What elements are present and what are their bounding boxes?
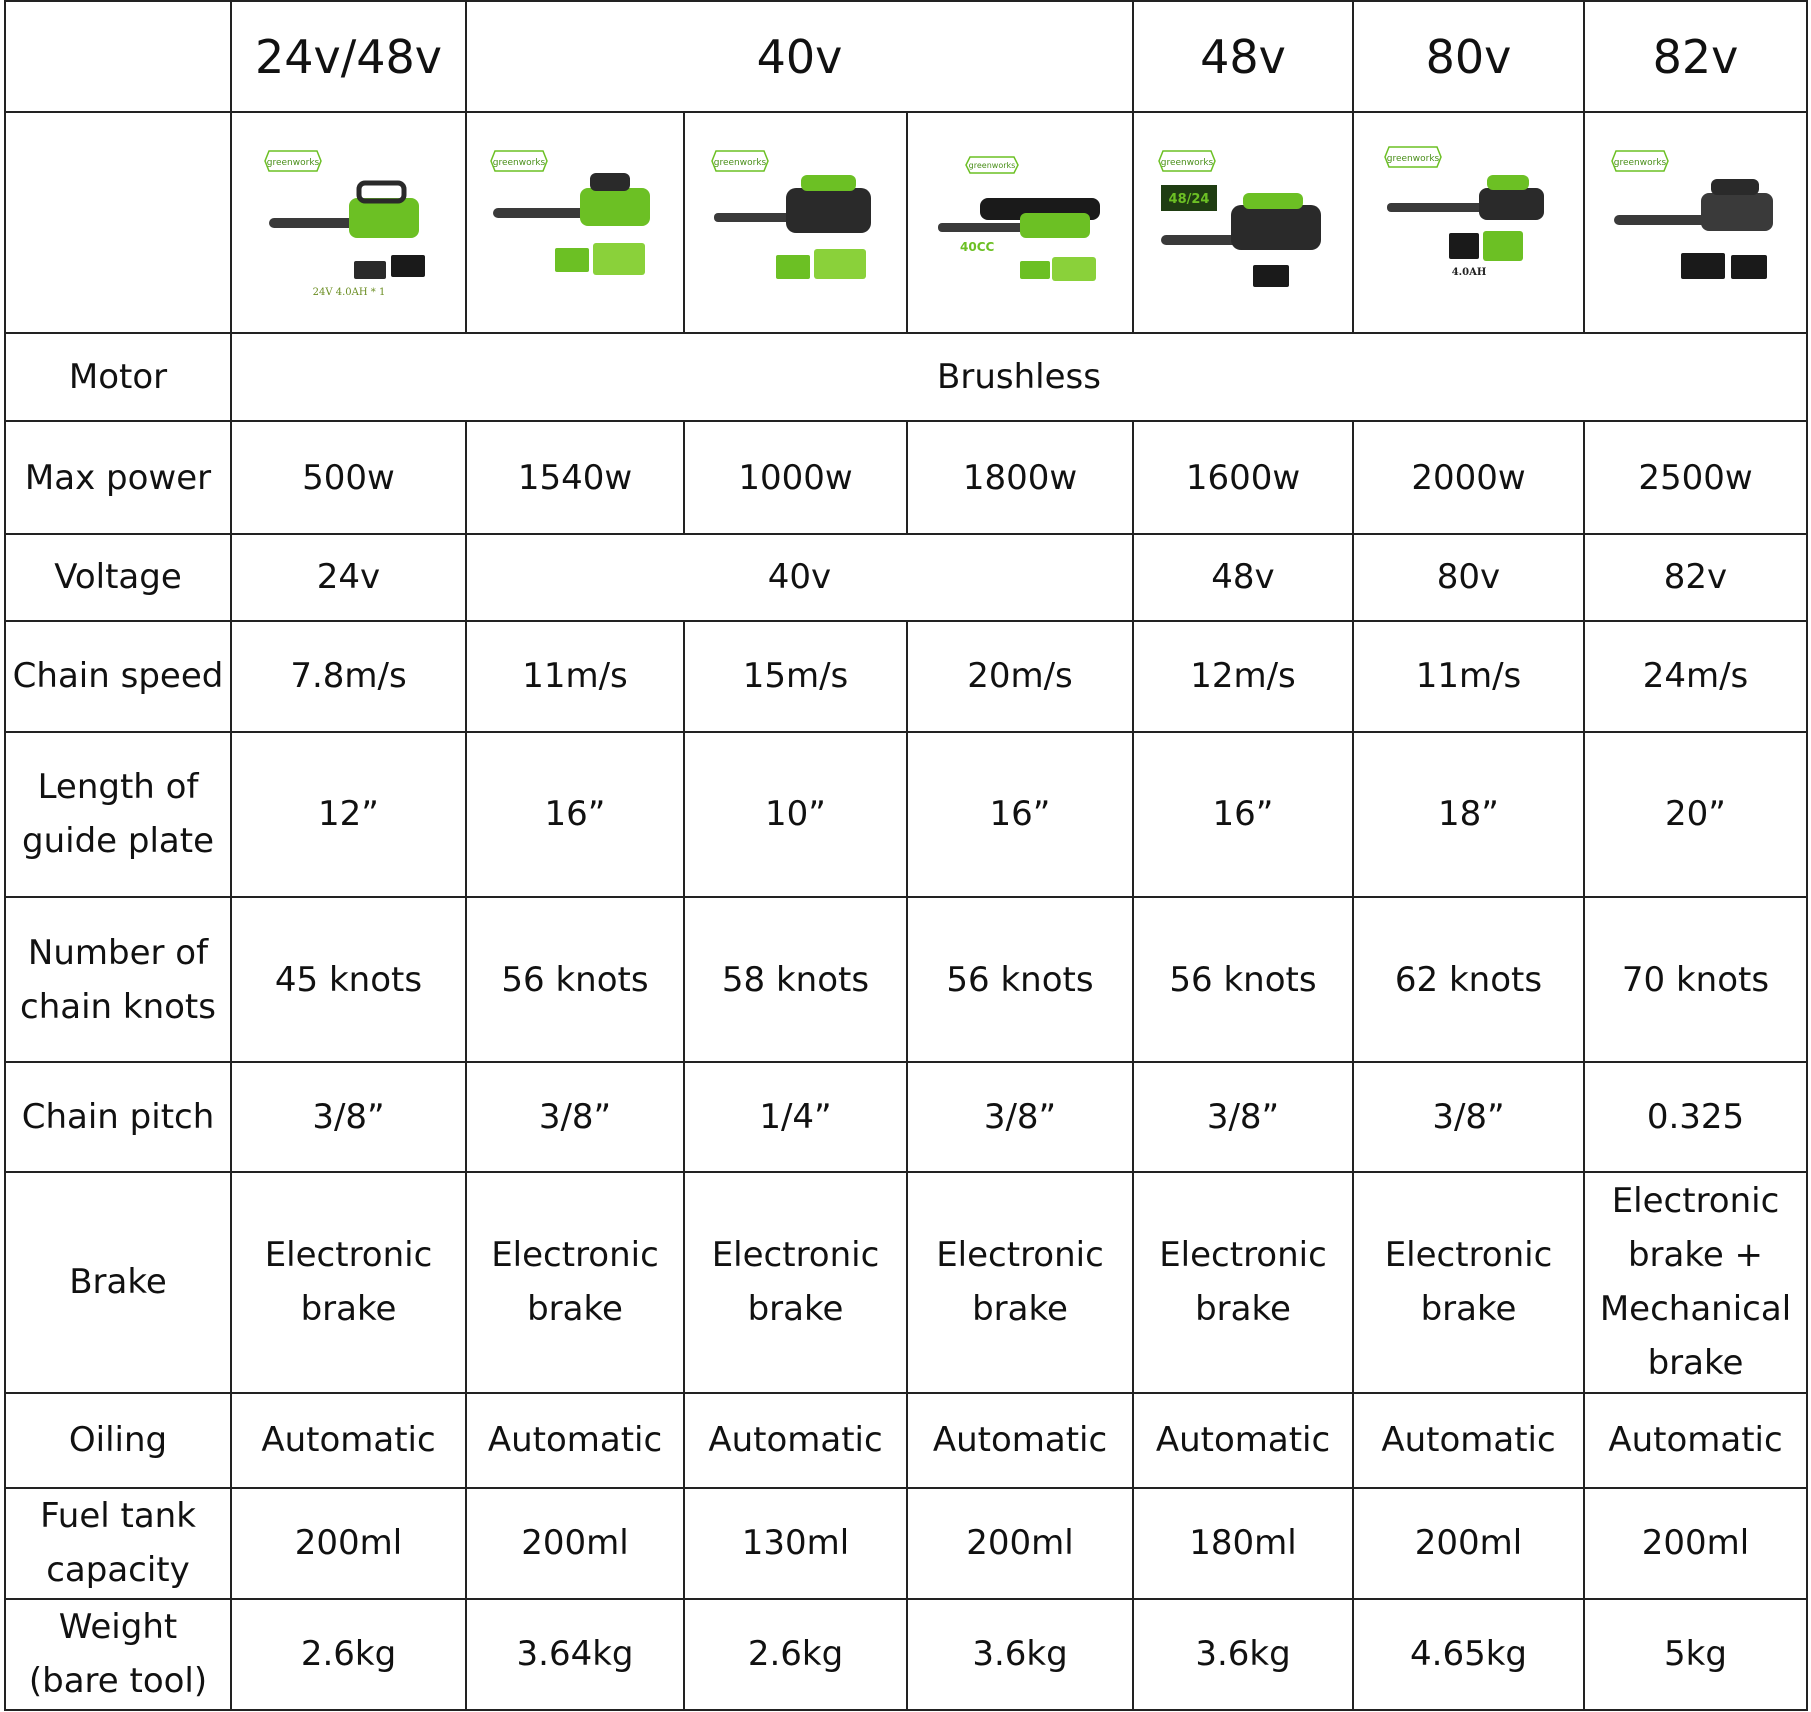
- image-row: [5, 112, 1807, 333]
- max-power-value: 1800w: [907, 421, 1133, 533]
- battery-icon: [1020, 261, 1050, 279]
- max-power-row: [5, 421, 1807, 533]
- handle-icon: [1711, 179, 1759, 195]
- guide-plate-value: 16”: [1133, 732, 1353, 897]
- chainsaw-product-image: [1153, 143, 1333, 303]
- fuel-tank-value: 200ml: [466, 1488, 684, 1599]
- row-label: Fuel tank capacity: [5, 1488, 231, 1599]
- brand-logo-text: greenworks: [492, 157, 546, 168]
- oiling-value: Automatic: [231, 1393, 466, 1488]
- chain-speed-value: 24m/s: [1584, 621, 1807, 732]
- saw-body-icon: [1231, 205, 1321, 250]
- guide-plate-value: 20”: [1584, 732, 1807, 897]
- voltage-value: 24v: [231, 534, 466, 621]
- corner-cell: [5, 112, 231, 333]
- fuel-tank-value: 180ml: [1133, 1488, 1353, 1599]
- brand-logo-text: greenworks: [713, 157, 766, 168]
- saw-body-icon: [786, 188, 871, 233]
- weight-value: 2.6kg: [231, 1599, 466, 1710]
- row-label: Chain pitch: [5, 1062, 231, 1172]
- fuel-tank-row: [5, 1488, 1807, 1599]
- saw-body-icon: [349, 198, 419, 238]
- guide-plate-value: 12”: [231, 732, 466, 897]
- row-label: Weight (bare tool): [5, 1599, 231, 1710]
- chainsaw-product-image: [485, 143, 665, 303]
- voltage-header-row: [5, 1, 1807, 112]
- voltage-value: 40v: [466, 534, 1133, 621]
- row-label: Oiling: [5, 1393, 231, 1488]
- image-caption: 40CC: [960, 239, 995, 254]
- brand-logo-text: greenworks: [968, 160, 1016, 170]
- weight-value: 4.65kg: [1353, 1599, 1584, 1710]
- battery-icon: [776, 255, 810, 279]
- chain-speed-value: 7.8m/s: [231, 621, 466, 732]
- oiling-value: Automatic: [907, 1393, 1133, 1488]
- charger-icon: [1681, 253, 1725, 279]
- product-image-cell: [1584, 112, 1807, 333]
- handle-icon: [590, 173, 630, 191]
- weight-value: 5kg: [1584, 1599, 1807, 1710]
- chain-pitch-value: 3/8”: [1353, 1062, 1584, 1172]
- chain-pitch-value: 3/8”: [466, 1062, 684, 1172]
- weight-value: 2.6kg: [684, 1599, 907, 1710]
- fuel-tank-value: 200ml: [1353, 1488, 1584, 1599]
- battery-icon: [1731, 255, 1767, 279]
- brand-logo-text: greenworks: [1613, 157, 1666, 168]
- image-caption: 48/24: [1168, 191, 1210, 207]
- fuel-tank-value: 200ml: [231, 1488, 466, 1599]
- chain-pitch-value: 3/8”: [1133, 1062, 1353, 1172]
- product-image-cell: [1133, 112, 1353, 333]
- oiling-value: Automatic: [1353, 1393, 1584, 1488]
- battery-icon: [555, 248, 589, 272]
- charger-icon: [593, 243, 645, 275]
- battery-icon: [1253, 265, 1289, 287]
- header-group: 82v: [1584, 1, 1807, 112]
- oiling-row: [5, 1393, 1807, 1488]
- chain-speed-value: 11m/s: [1353, 621, 1584, 732]
- max-power-value: 1000w: [684, 421, 907, 533]
- max-power-value: 2500w: [1584, 421, 1807, 533]
- guide-plate-row: [5, 732, 1807, 897]
- saw-body-icon: [1479, 188, 1544, 220]
- voltage-row: [5, 534, 1807, 621]
- row-label: Chain speed: [5, 621, 231, 732]
- image-caption: 24V 4.0AH * 1: [312, 286, 385, 298]
- max-power-value: 2000w: [1353, 421, 1584, 533]
- brand-logo-text: greenworks: [1160, 157, 1214, 168]
- header-group: 48v: [1133, 1, 1353, 112]
- oiling-value: Automatic: [684, 1393, 907, 1488]
- weight-value: 3.6kg: [907, 1599, 1133, 1710]
- voltage-value: 48v: [1133, 534, 1353, 621]
- row-label: Motor: [5, 333, 231, 421]
- brake-value: Electronic brake: [466, 1172, 684, 1392]
- chain-speed-row: [5, 621, 1807, 732]
- brake-value: Electronic brake: [231, 1172, 466, 1392]
- battery-icon: [354, 261, 386, 279]
- handle-icon: [1243, 193, 1303, 209]
- handle-icon: [1487, 175, 1529, 190]
- product-image-cell: [231, 112, 466, 333]
- brake-value: Electronic brake: [1133, 1172, 1353, 1392]
- oiling-value: Automatic: [466, 1393, 684, 1488]
- brake-row: [5, 1172, 1807, 1392]
- max-power-value: 500w: [231, 421, 466, 533]
- voltage-value: 80v: [1353, 534, 1584, 621]
- product-image-cell: [1353, 112, 1584, 333]
- charger-icon: [1052, 257, 1096, 281]
- chainsaw-product-image: [1379, 143, 1559, 303]
- chain-knots-value: 70 knots: [1584, 897, 1807, 1062]
- chain-knots-value: 56 knots: [907, 897, 1133, 1062]
- chain-pitch-value: 1/4”: [684, 1062, 907, 1172]
- fuel-tank-value: 200ml: [1584, 1488, 1807, 1599]
- product-image-cell: [907, 112, 1133, 333]
- image-caption: 4.0AH: [1451, 266, 1486, 278]
- spec-table: [4, 0, 1808, 1711]
- row-label: Number of chain knots: [5, 897, 231, 1062]
- header-group: 24v/48v: [231, 1, 466, 112]
- product-image-cell: [466, 112, 684, 333]
- brand-logo-text: greenworks: [266, 157, 319, 168]
- chainsaw-product-image: [706, 143, 886, 303]
- motor-value: Brushless: [231, 333, 1807, 421]
- motor-row: [5, 333, 1807, 421]
- saw-body-icon: [580, 188, 650, 226]
- fuel-tank-value: 200ml: [907, 1488, 1133, 1599]
- product-image-cell: [684, 112, 907, 333]
- chainsaw-product-image: [259, 143, 439, 303]
- chain-pitch-value: 3/8”: [231, 1062, 466, 1172]
- charger-icon: [1483, 231, 1523, 261]
- row-label: Voltage: [5, 534, 231, 621]
- chain-knots-value: 56 knots: [1133, 897, 1353, 1062]
- chain-knots-value: 45 knots: [231, 897, 466, 1062]
- chain-pitch-value: 3/8”: [907, 1062, 1133, 1172]
- battery-icon: [1449, 233, 1479, 259]
- charger-icon: [814, 249, 866, 279]
- chain-pitch-row: [5, 1062, 1807, 1172]
- brake-value: Electronic brake + Mechanical brake: [1584, 1172, 1807, 1392]
- brand-logo-text: greenworks: [1386, 153, 1439, 164]
- guide-plate-value: 16”: [907, 732, 1133, 897]
- chain-pitch-value: 0.325: [1584, 1062, 1807, 1172]
- chain-speed-value: 11m/s: [466, 621, 684, 732]
- corner-cell: [5, 1, 231, 112]
- chainsaw-product-image: [1606, 143, 1786, 303]
- saw-body-icon: [1020, 213, 1090, 238]
- row-label: Max power: [5, 421, 231, 533]
- guide-plate-value: 18”: [1353, 732, 1584, 897]
- max-power-value: 1600w: [1133, 421, 1353, 533]
- brake-value: Electronic brake: [907, 1172, 1133, 1392]
- max-power-value: 1540w: [466, 421, 684, 533]
- charger-icon: [391, 255, 425, 277]
- chain-knots-row: [5, 897, 1807, 1062]
- oiling-value: Automatic: [1584, 1393, 1807, 1488]
- weight-row: [5, 1599, 1807, 1710]
- weight-value: 3.6kg: [1133, 1599, 1353, 1710]
- brake-value: Electronic brake: [684, 1172, 907, 1392]
- chain-knots-value: 58 knots: [684, 897, 907, 1062]
- row-label: Brake: [5, 1172, 231, 1392]
- handle-icon: [801, 175, 856, 191]
- weight-value: 3.64kg: [466, 1599, 684, 1710]
- chainsaw-product-image: [930, 143, 1110, 303]
- guide-plate-value: 16”: [466, 732, 684, 897]
- chain-knots-value: 56 knots: [466, 897, 684, 1062]
- brake-value: Electronic brake: [1353, 1172, 1584, 1392]
- header-group: 40v: [466, 1, 1133, 112]
- fuel-tank-value: 130ml: [684, 1488, 907, 1599]
- chain-speed-value: 15m/s: [684, 621, 907, 732]
- guide-plate-value: 10”: [684, 732, 907, 897]
- chain-speed-value: 12m/s: [1133, 621, 1353, 732]
- header-group: 80v: [1353, 1, 1584, 112]
- chain-speed-value: 20m/s: [907, 621, 1133, 732]
- voltage-value: 82v: [1584, 534, 1807, 621]
- chain-knots-value: 62 knots: [1353, 897, 1584, 1062]
- saw-body-icon: [1701, 193, 1773, 231]
- row-label: Length of guide plate: [5, 732, 231, 897]
- oiling-value: Automatic: [1133, 1393, 1353, 1488]
